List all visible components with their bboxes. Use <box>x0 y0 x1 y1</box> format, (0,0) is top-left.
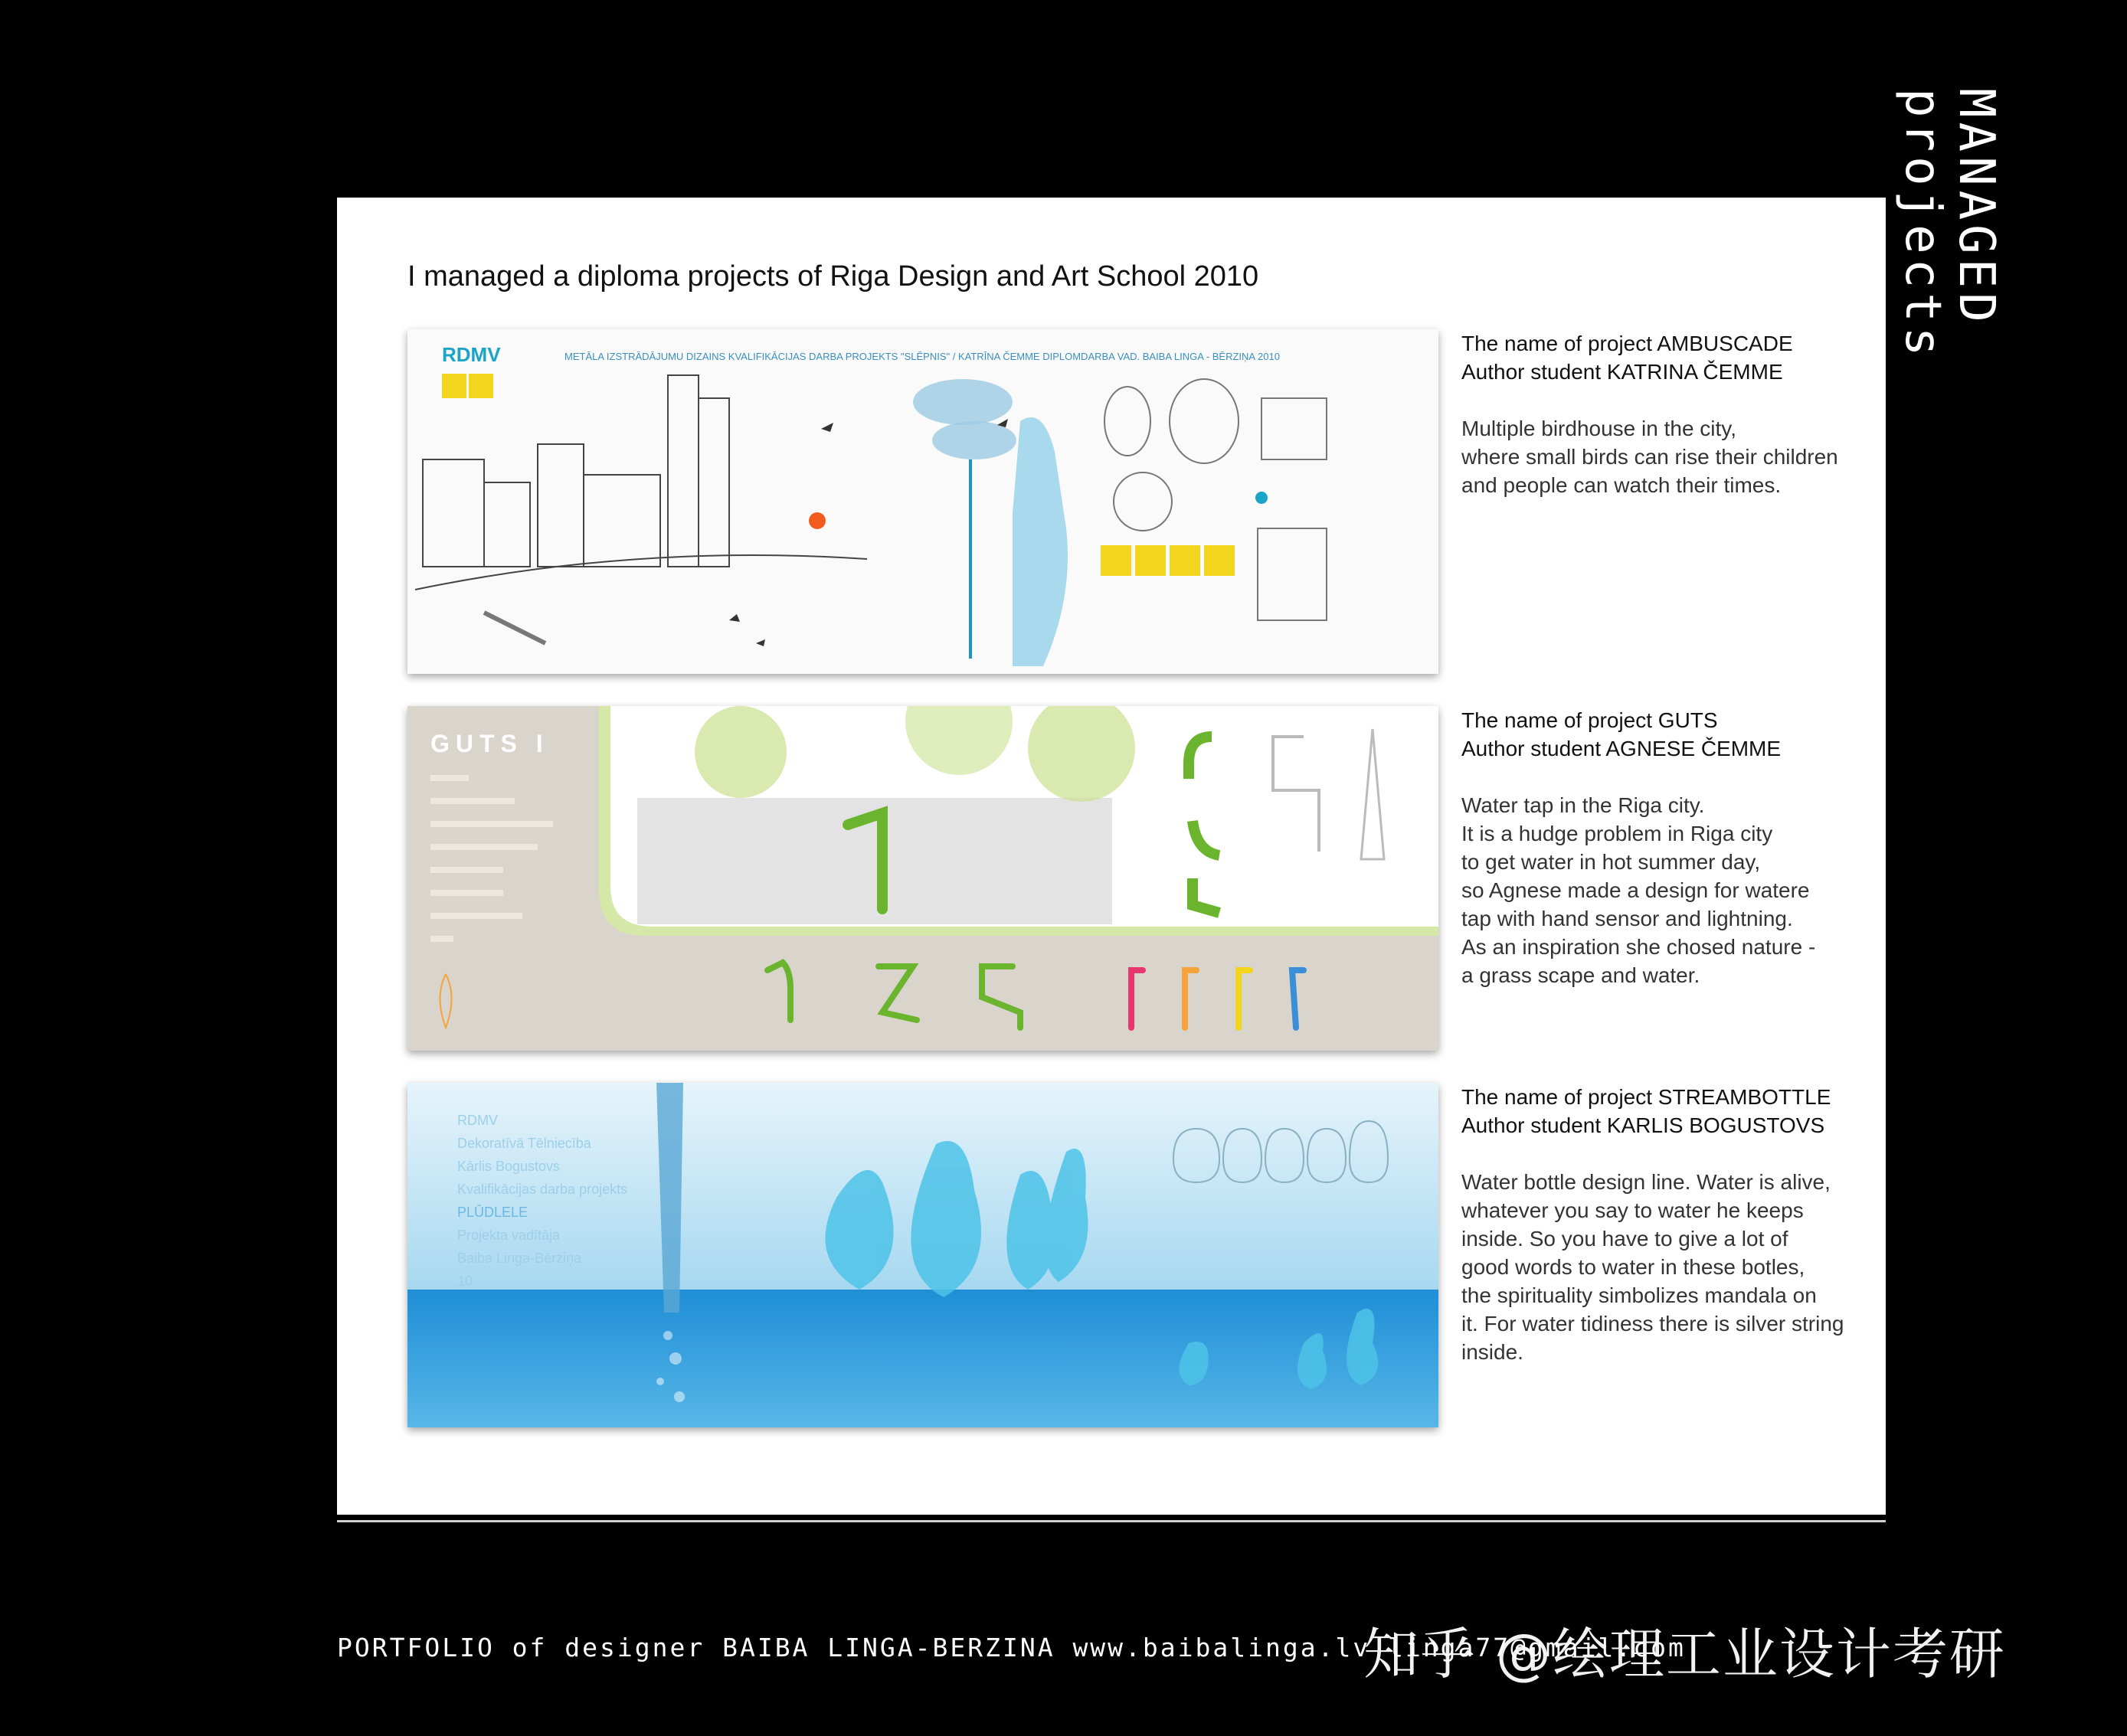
portfolio-page <box>337 198 1886 1515</box>
portfolio-footer: PORTFOLIO of designer BAIBA LINGA-BERZINA www.baibalinga.lv linga77@gmail.com <box>337 1633 1686 1662</box>
guts-description <box>1461 706 1875 989</box>
ambuscade-project-name: The name of project AMBUSCADE <box>1461 332 1793 355</box>
streambottle-line-1: RDMV <box>457 1113 498 1128</box>
streambottle-line-3: Kārlis Bogustovs <box>457 1159 561 1174</box>
streambottle-description <box>1461 1083 1875 1366</box>
streambottle-line-6: Projekta vadītāja <box>457 1228 561 1243</box>
guts-illustration <box>407 706 1438 1051</box>
streambottle-project-name: The name of project STREAMBOTTLE <box>1461 1085 1831 1109</box>
ambuscade-header: METĀLA IZSTRĀDĀJUMU DIZAINS KVALIFIKĀCIJAS DARBA PROJEKTS "SLĒPNIS" / KATRĪNA ČEMME DIPLOMDARBA VAD. BAIBA LINGA - BĒRZIŅA 2010 <box>564 351 1280 362</box>
ambuscade-body: Multiple birdhouse in the city, where small birds can rise their children and people can watch their times. <box>1461 417 1838 497</box>
ambuscade-author: Author student KATRINA ČEMME <box>1461 360 1783 384</box>
streambottle-body: Water bottle design line. Water is alive, whatever you say to water he keeps inside. So you have to give a lot of good words to water in these botles, the spirituality simbolizes mandala on it. For water tidiness there is silver string inside. <box>1461 1170 1844 1364</box>
streambottle-line-8: 10 <box>457 1273 473 1289</box>
side-title: MANAGED projects <box>1894 88 2004 361</box>
ambuscade-illustration <box>407 329 1438 674</box>
streambottle-line-2: Dekoratīvā Tēlniecība <box>457 1136 591 1151</box>
streambottle-line-4: Kvalifikācijas darba projekts <box>457 1182 628 1197</box>
guts-logo: GUTS I <box>430 730 549 757</box>
streambottle-line-7: Baiba Linga-Bērziņa <box>457 1251 582 1266</box>
guts-panel <box>407 706 1438 1051</box>
ambuscade-description <box>1461 329 1875 499</box>
streambottle-panel <box>407 1083 1438 1427</box>
guts-project-name: The name of project GUTS <box>1461 708 1718 732</box>
ambuscade-panel <box>407 329 1438 674</box>
zhihu-watermark: 知乎 @绘理工业设计考研 <box>1363 1622 2006 1686</box>
streambottle-illustration <box>407 1083 1438 1427</box>
page-bottom-rule <box>337 1520 1886 1522</box>
streambottle-line-5: PLŪDLELE <box>457 1205 528 1220</box>
guts-body: Water tap in the Riga city. It is a hudge problem in Riga city to get water in hot summer day, so Agnese made a design for watere tap with hand sensor and lightning. As an inspiration she chosed nature - a grass scape and water. <box>1461 793 1816 987</box>
rdmv-logo: RDMV <box>442 343 501 366</box>
page-heading: I managed a diploma projects of Riga Design and Art School 2010 <box>407 260 1259 293</box>
streambottle-author: Author student KARLIS BOGUSTOVS <box>1461 1113 1825 1137</box>
guts-author: Author student AGNESE ČEMME <box>1461 737 1782 760</box>
